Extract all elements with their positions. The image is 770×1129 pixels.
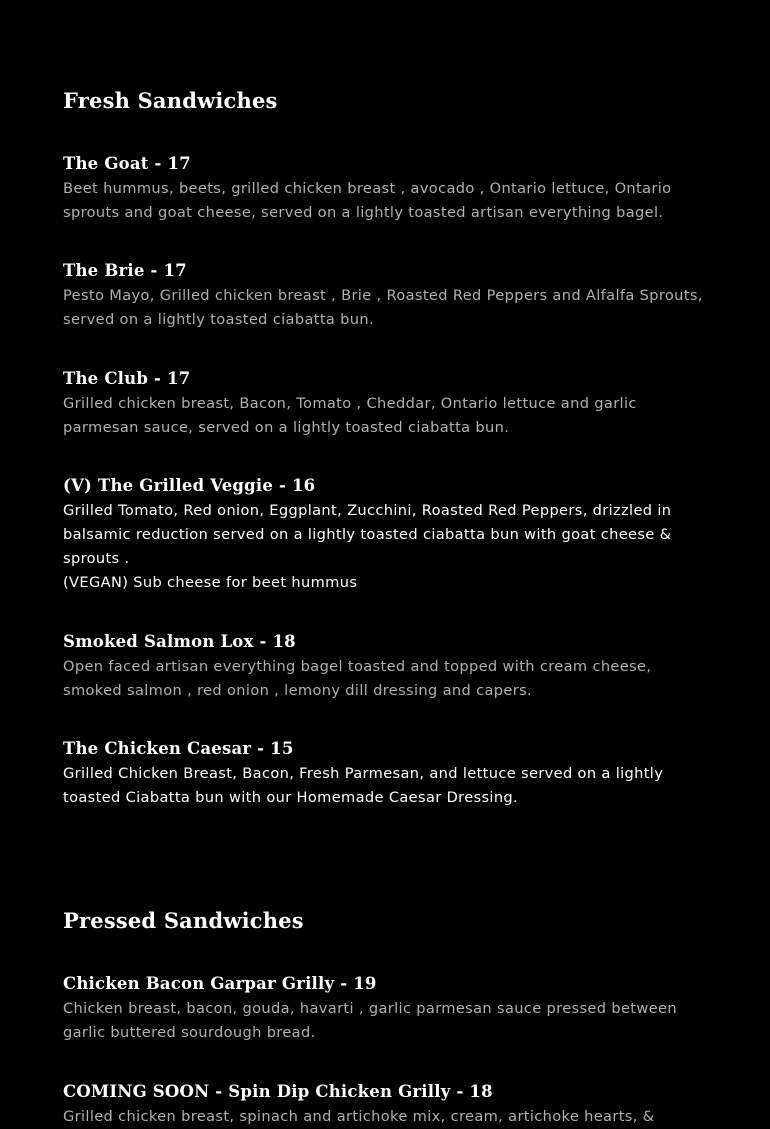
item-title: The Club - 17 xyxy=(63,369,191,388)
item-description: Beet hummus, beets, grilled chicken breast , avocado , Ontario lettuce, Ontario sprouts and goat cheese, served on a lightly toasted artisan everything bagel. xyxy=(63,180,672,221)
menu-item-grilled-veggie xyxy=(63,476,703,595)
item-title: The Brie - 17 xyxy=(63,261,187,280)
menu-item-chicken-caesar xyxy=(63,739,703,810)
item-description: Pesto Mayo, Grilled chicken breast , Brie , Roasted Red Peppers and Alfalfa Sprouts, served on a lightly toasted ciabatta bun. xyxy=(63,287,703,328)
item-title: Chicken Bacon Garpar Grilly - 19 xyxy=(63,974,377,993)
section-title-fresh-sandwiches: Fresh Sandwiches xyxy=(63,88,278,113)
item-description: Grilled chicken breast, spinach and artichoke mix, cream, artichoke hearts, & xyxy=(63,1108,655,1125)
item-note: (VEGAN) Sub cheese for beet hummus xyxy=(63,574,358,591)
item-description: Open faced artisan everything bagel toasted and topped with cream cheese, smoked salmon , red onion , lemony dill dressing and capers. xyxy=(63,658,652,699)
menu-item-smoked-salmon-lox xyxy=(63,632,703,703)
item-title: The Goat - 17 xyxy=(63,154,191,173)
item-description: Grilled chicken breast, Bacon, Tomato , Cheddar, Ontario lettuce and garlic parmesan sauce, served on a lightly toasted ciabatta bun. xyxy=(63,395,637,436)
item-title: COMING SOON - Spin Dip Chicken Grilly - 18 xyxy=(63,1082,493,1101)
menu-item-the-goat xyxy=(63,154,703,225)
section-title-pressed-sandwiches: Pressed Sandwiches xyxy=(63,908,304,933)
item-title: (V) The Grilled Veggie - 16 xyxy=(63,476,316,495)
item-title: Smoked Salmon Lox - 18 xyxy=(63,632,296,651)
menu-item-the-brie xyxy=(63,261,703,332)
menu-item-chicken-bacon-garpar-grilly xyxy=(63,974,703,1045)
item-description: Chicken breast, bacon, gouda, havarti , garlic parmesan sauce pressed between garlic buttered sourdough bread. xyxy=(63,1000,677,1041)
menu-item-spin-dip-chicken-grilly xyxy=(63,1082,703,1129)
item-description: Grilled Chicken Breast, Bacon, Fresh Parmesan, and lettuce served on a lightly toasted Ciabatta bun with our Homemade Caesar Dressing. xyxy=(63,765,664,806)
item-description: Grilled Tomato, Red onion, Eggplant, Zucchini, Roasted Red Peppers, drizzled in balsamic reduction served on a lightly toasted ciabatta bun with goat cheese & sprouts . xyxy=(63,502,672,567)
item-title: The Chicken Caesar - 15 xyxy=(63,739,294,758)
menu-item-the-club xyxy=(63,369,703,440)
